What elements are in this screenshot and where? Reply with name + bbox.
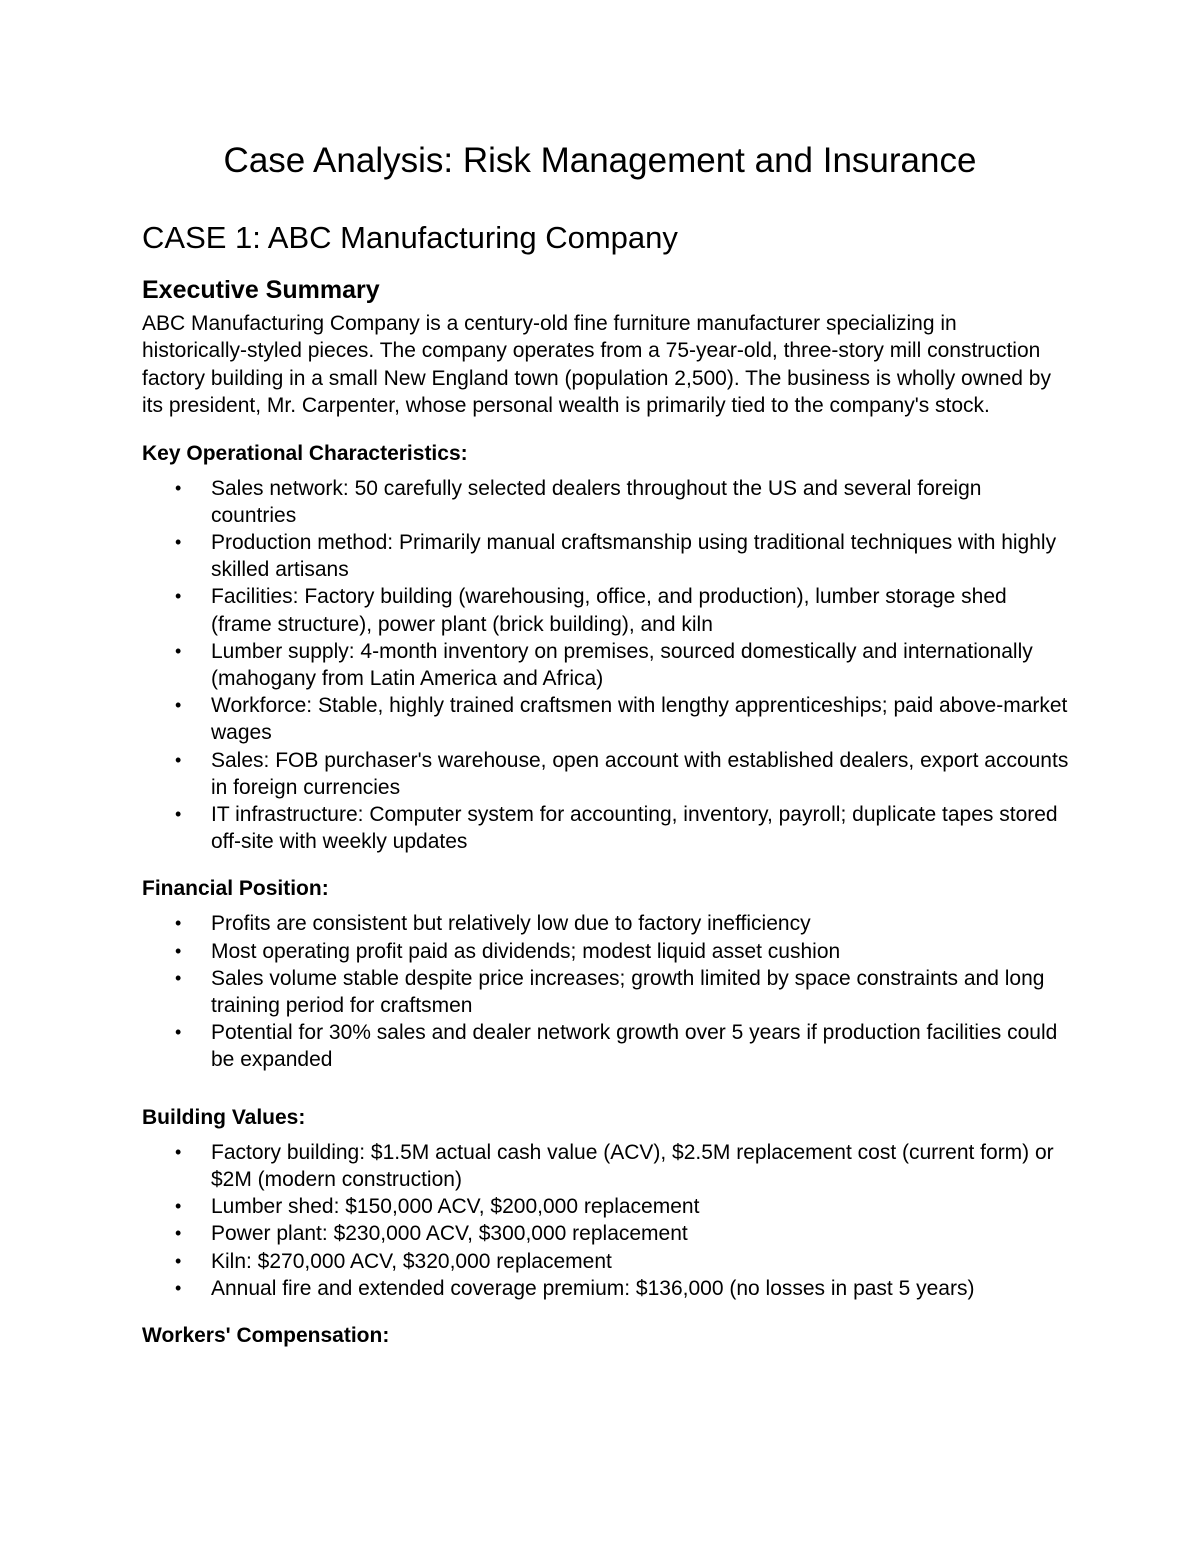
list-item-text: Facilities: Factory building (warehousing, office, and production), lumber storage shed (frame structure), power plant (brick building), and kiln: [211, 585, 1007, 636]
list-item-text: Kiln: $270,000 ACV, $320,000 replacement: [211, 1249, 612, 1273]
financial-position-list: [142, 910, 1072, 1073]
list-item-text: Profits are consistent but relatively low due to factory inefficiency: [211, 912, 811, 936]
list-item: [142, 475, 1072, 529]
list-item-text: Sales network: 50 carefully selected dealers throughout the US and several foreign countries: [211, 476, 982, 527]
executive-summary-text: ABC Manufacturing Company is a century-old fine furniture manufacturer specializing in historically-styled pieces. The company operates from a 75-year-old, three-story mill construction factory building in a small New England town (population 2,500). The business is wholly owned by its president, Mr. Carpenter, whose personal wealth is primarily tied to the company's stock.: [142, 312, 1051, 418]
bullet-dot-icon: •: [175, 695, 182, 716]
bullet-dot-icon: •: [175, 913, 182, 934]
bullet-dot-icon: •: [175, 1250, 182, 1271]
list-item: [142, 1220, 1072, 1247]
list-item-text: Workforce: Stable, highly trained craftsmen with lengthy apprenticeships; paid above-market wages: [211, 694, 1068, 745]
bullet-dot-icon: •: [175, 640, 182, 661]
list-item: [142, 1275, 1072, 1302]
list-item: [142, 1193, 1072, 1220]
list-item: [142, 1139, 1072, 1193]
bullet-dot-icon: •: [175, 1022, 182, 1043]
list-item: [142, 692, 1072, 746]
key-operational-list: [142, 475, 1072, 856]
bullet-dot-icon: •: [175, 967, 182, 988]
bullet-dot-icon: •: [175, 749, 182, 770]
bullet-dot-icon: •: [175, 477, 182, 498]
list-item: [142, 1019, 1072, 1073]
bullet-dot-icon: •: [175, 940, 182, 961]
list-item-text: Potential for 30% sales and dealer network growth over 5 years if production facilities could be expanded: [211, 1021, 1058, 1072]
list-item: [142, 910, 1072, 937]
executive-summary-heading: Executive Summary: [142, 276, 380, 304]
list-item: [142, 965, 1072, 1019]
bullet-dot-icon: •: [175, 1223, 182, 1244]
list-item-text: Lumber shed: $150,000 ACV, $200,000 replacement: [211, 1195, 700, 1219]
financial-position-heading: Financial Position:: [142, 877, 329, 901]
case-heading: CASE 1: ABC Manufacturing Company: [142, 220, 678, 255]
document-title: Case Analysis: Risk Management and Insurance: [223, 141, 977, 180]
list-item-text: Factory building: $1.5M actual cash value (ACV), $2.5M replacement cost (current form) or $2M (modern construction): [211, 1140, 1054, 1191]
list-item-text: IT infrastructure: Computer system for accounting, inventory, payroll; duplicate tapes stored off-site with weekly updates: [211, 803, 1058, 854]
list-item-text: Annual fire and extended coverage premium: $136,000 (no losses in past 5 years): [211, 1276, 975, 1300]
list-item: [142, 801, 1072, 855]
building-values-heading: Building Values:: [142, 1105, 306, 1129]
document-content: [142, 138, 1072, 1349]
list-item-text: Sales: FOB purchaser's warehouse, open account with established dealers, export accounts in foreign currencies: [211, 748, 1069, 799]
building-values-list: [142, 1139, 1072, 1302]
list-item-text: Sales volume stable despite price increases; growth limited by space constraints and long training period for craftsmen: [211, 966, 1045, 1018]
key-operational-heading: Key Operational Characteristics:: [142, 441, 468, 465]
list-item: [142, 938, 1072, 965]
bullet-dot-icon: •: [175, 804, 182, 825]
bullet-dot-icon: •: [175, 1277, 182, 1298]
list-item-text: Lumber supply: 4-month inventory on premises, sourced domestically and internationally (mahogany from Latin America and Africa): [211, 639, 1033, 691]
bullet-dot-icon: •: [175, 532, 182, 553]
list-item: [142, 1248, 1072, 1275]
list-item: [142, 529, 1072, 583]
workers-compensation-heading: Workers' Compensation:: [142, 1323, 390, 1347]
bullet-dot-icon: •: [175, 1141, 182, 1162]
list-item: [142, 583, 1072, 637]
bullet-dot-icon: •: [175, 586, 182, 607]
list-item-text: Production method: Primarily manual craftsmanship using traditional techniques with highly skilled artisans: [211, 531, 1057, 582]
bullet-dot-icon: •: [175, 1196, 182, 1217]
list-item: [142, 638, 1072, 692]
list-item: [142, 747, 1072, 801]
list-item-text: Power plant: $230,000 ACV, $300,000 replacement: [211, 1222, 688, 1246]
list-item-text: Most operating profit paid as dividends; modest liquid asset cushion: [211, 939, 841, 963]
